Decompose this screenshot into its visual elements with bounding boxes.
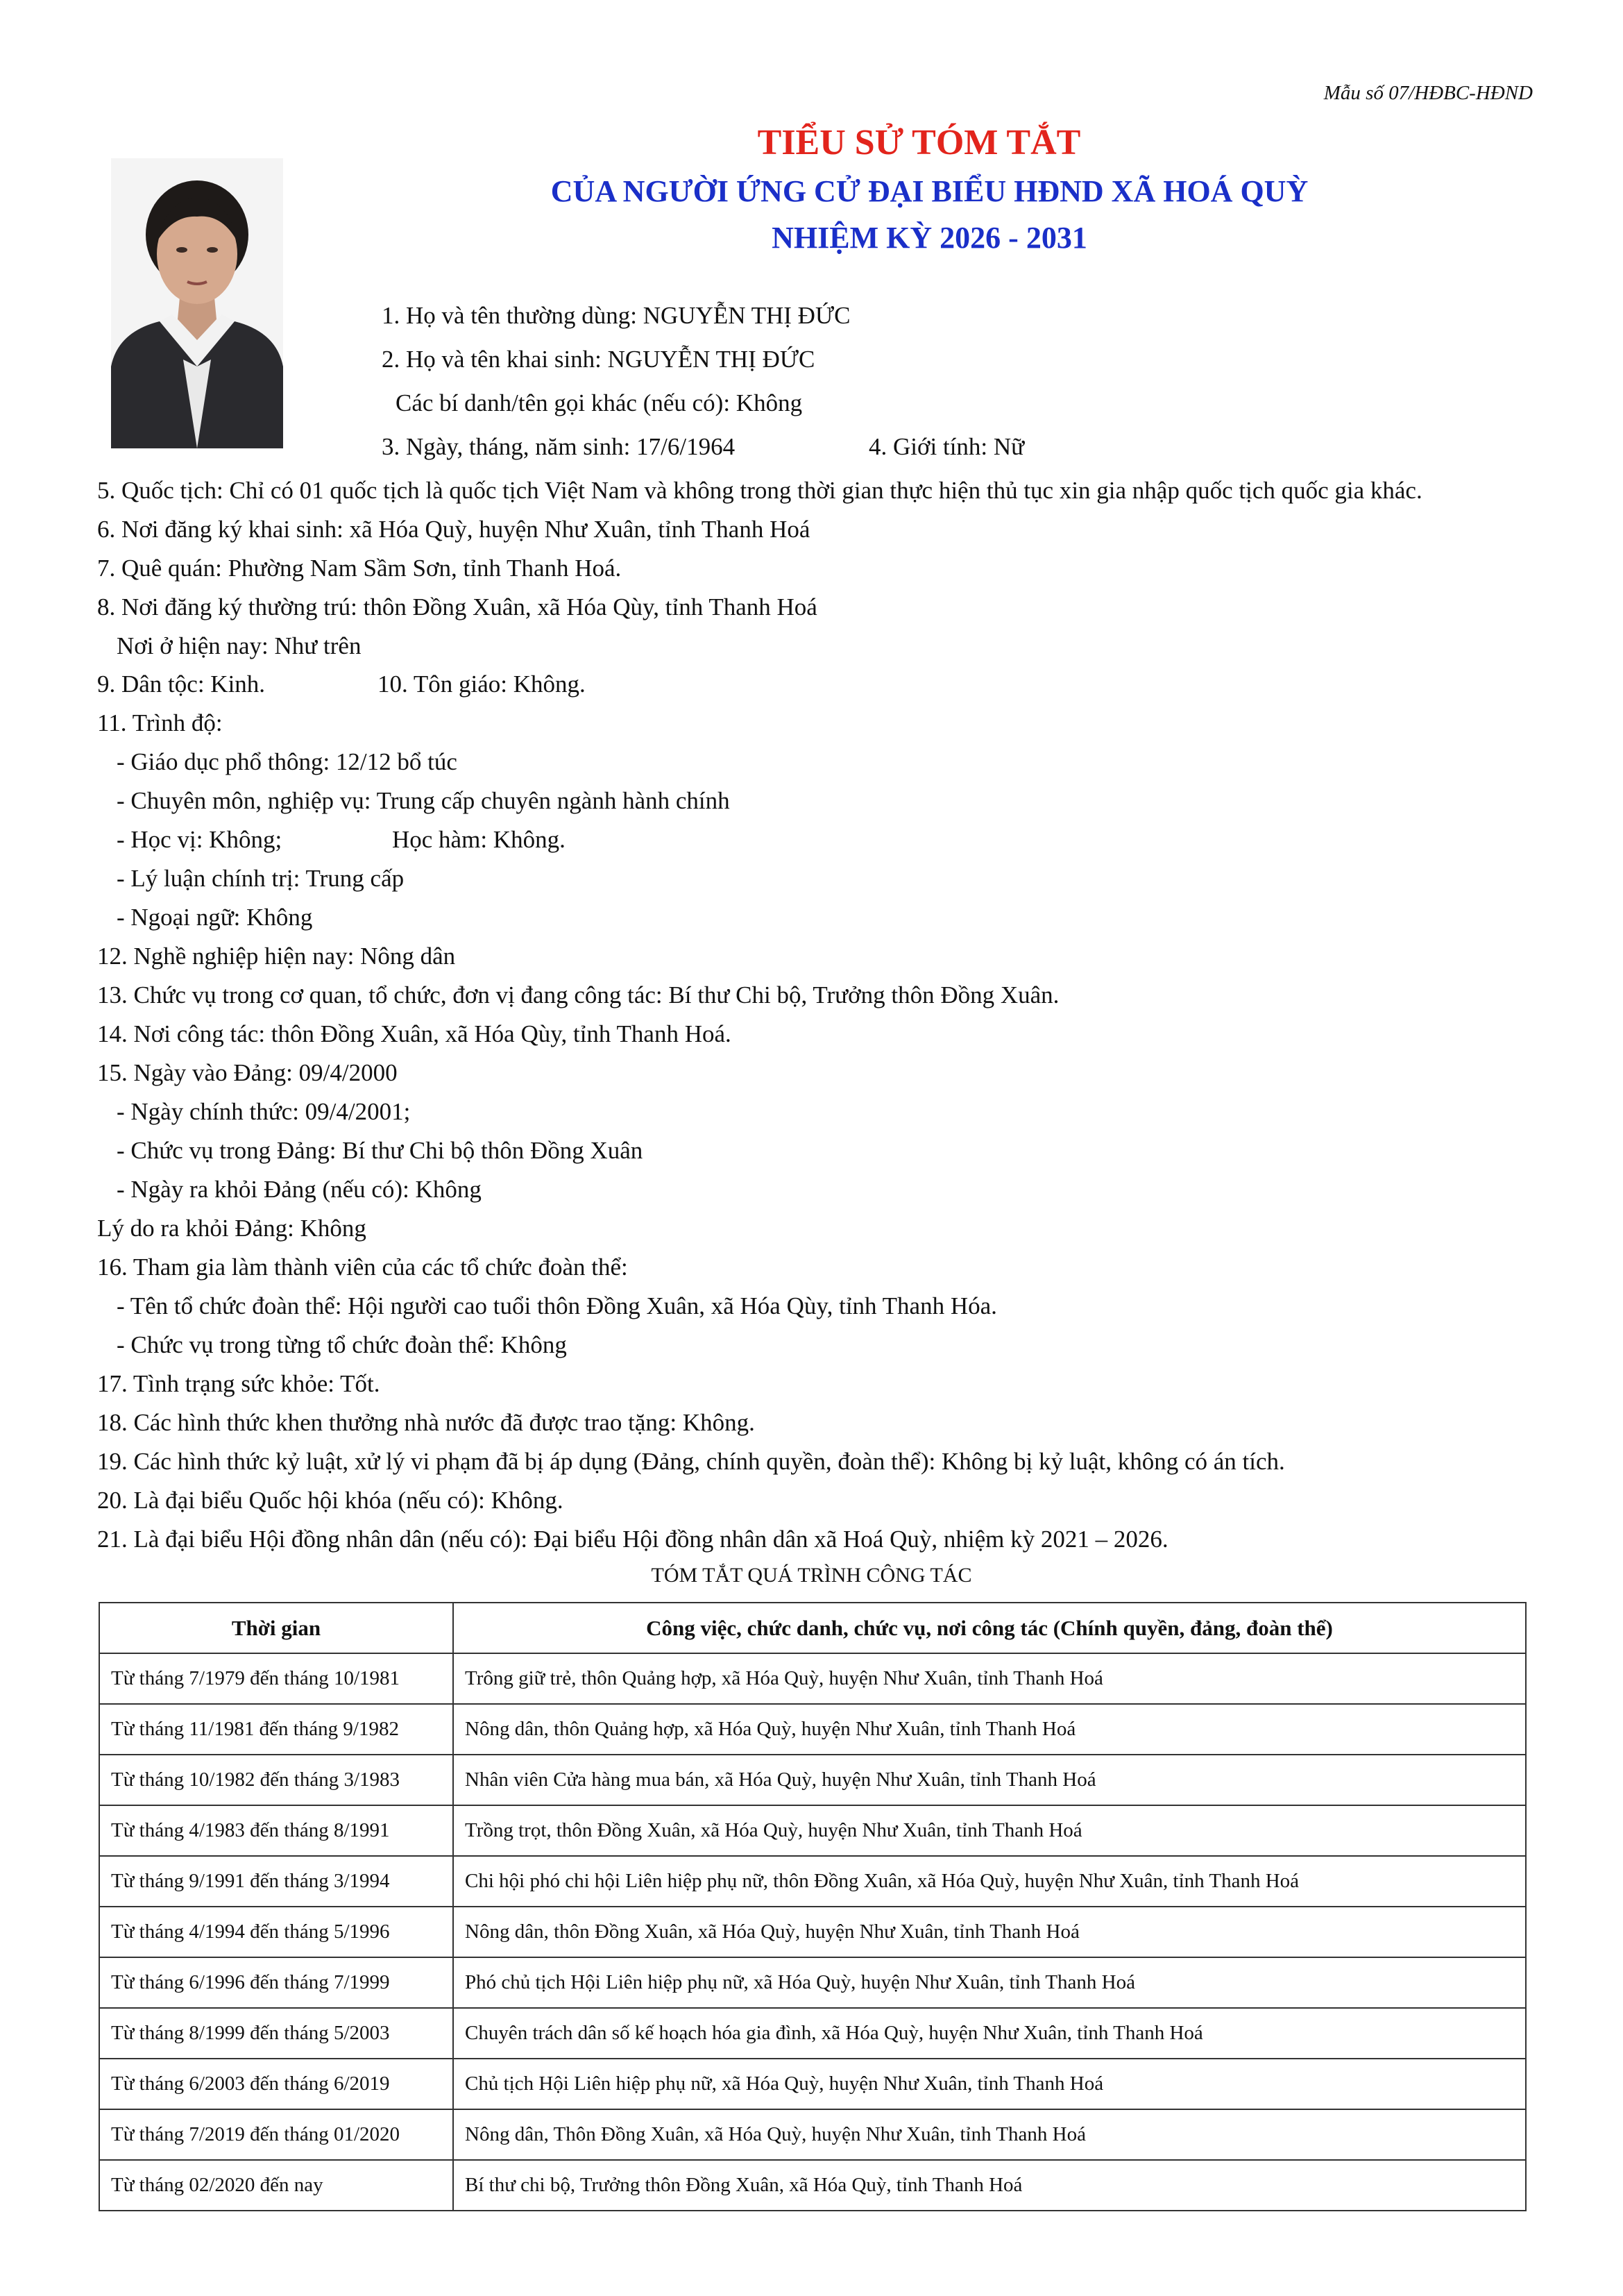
row-period: Từ tháng 7/2019 đến tháng 01/2020 bbox=[99, 2109, 453, 2160]
field-discipline: 19. Các hình thức kỷ luật, xử lý vi phạm đã bị áp dụng (Đảng, chính quyền, đoàn thể): Không bị kỷ luật, không có án tích. bbox=[97, 1448, 1285, 1475]
field-health: 17. Tình trạng sức khỏe: Tốt. bbox=[97, 1370, 380, 1397]
field-gender: 4. Giới tính: Nữ bbox=[869, 433, 1025, 460]
field-general-education: - Giáo dục phổ thông: 12/12 bổ túc bbox=[117, 748, 457, 775]
row-period: Từ tháng 7/1979 đến tháng 10/1981 bbox=[99, 1653, 453, 1704]
field-current-residence: Nơi ở hiện nay: Như trên bbox=[117, 632, 362, 659]
field-permanent-residence: 8. Nơi đăng ký thường trú: thôn Đồng Xuân, xã Hóa Qùy, tỉnh Thanh Hoá bbox=[97, 593, 817, 621]
field-ethnicity: 9. Dân tộc: Kinh. bbox=[97, 670, 266, 698]
table-row bbox=[99, 1805, 1526, 1856]
table-row bbox=[99, 1907, 1526, 1957]
field-workplace: 14. Nơi công tác: thôn Đồng Xuân, xã Hóa Qùy, tỉnh Thanh Hoá. bbox=[97, 1020, 731, 1047]
field-party-official-date: - Ngày chính thức: 09/4/2001; bbox=[117, 1098, 411, 1125]
row-description: Chủ tịch Hội Liên hiệp phụ nữ, xã Hóa Quỳ, huyện Như Xuân, tỉnh Thanh Hoá bbox=[453, 2059, 1526, 2109]
table-row bbox=[99, 2160, 1526, 2211]
field-academic-title: Học hàm: Không. bbox=[392, 826, 566, 853]
field-party-position: - Chức vụ trong Đảng: Bí thư Chi bộ thôn Đồng Xuân bbox=[117, 1137, 643, 1164]
table-row bbox=[99, 1755, 1526, 1805]
row-period: Từ tháng 4/1983 đến tháng 8/1991 bbox=[99, 1805, 453, 1856]
work-history-caption: TÓM TẮT QUÁ TRÌNH CÔNG TÁC bbox=[651, 1564, 972, 1587]
row-description: Chuyên trách dân số kế hoạch hóa gia đình, xã Hóa Quỳ, huyện Như Xuân, tỉnh Thanh Hoá bbox=[453, 2008, 1526, 2059]
field-occupation: 12. Nghề nghiệp hiện nay: Nông dân bbox=[97, 943, 456, 970]
document-title bbox=[0, 118, 1623, 261]
row-description: Trồng trọt, thôn Đồng Xuân, xã Hóa Quỳ, huyện Như Xuân, tỉnh Thanh Hoá bbox=[453, 1805, 1526, 1856]
row-period: Từ tháng 02/2020 đến nay bbox=[99, 2160, 453, 2211]
row-period: Từ tháng 4/1994 đến tháng 5/1996 bbox=[99, 1907, 453, 1957]
row-period: Từ tháng 6/1996 đến tháng 7/1999 bbox=[99, 1957, 453, 2008]
field-political-theory: - Lý luận chính trị: Trung cấp bbox=[117, 865, 405, 892]
table-row bbox=[99, 1957, 1526, 2008]
field-birth-name: 2. Họ và tên khai sinh: NGUYỄN THỊ ĐỨC bbox=[382, 346, 815, 373]
field-degree: - Học vị: Không; bbox=[117, 826, 282, 853]
row-period: Từ tháng 10/1982 đến tháng 3/1983 bbox=[99, 1755, 453, 1805]
field-party-leave-date: - Ngày ra khỏi Đảng (nếu có): Không bbox=[117, 1176, 482, 1203]
field-organizations: 16. Tham gia làm thành viên của các tổ chức đoàn thể: bbox=[97, 1253, 628, 1281]
form-number: Mẫu số 07/HĐBC-HĐND bbox=[1323, 82, 1533, 104]
table-row bbox=[99, 2109, 1526, 2160]
field-position: 13. Chức vụ trong cơ quan, tổ chức, đơn vị đang công tác: Bí thư Chi bộ, Trưởng thôn Đồng Xuân. bbox=[97, 981, 1060, 1008]
field-aliases: Các bí danh/tên gọi khác (nếu có): Không bbox=[396, 389, 803, 416]
field-party-leave-reason: Lý do ra khỏi Đảng: Không bbox=[97, 1215, 366, 1242]
table-row bbox=[99, 2008, 1526, 2059]
field-hometown: 7. Quê quán: Phường Nam Sầm Sơn, tỉnh Thanh Hoá. bbox=[97, 555, 622, 582]
row-description: Nông dân, thôn Đồng Xuân, xã Hóa Quỳ, huyện Như Xuân, tỉnh Thanh Hoá bbox=[453, 1907, 1526, 1957]
row-description: Bí thư chi bộ, Trưởng thôn Đồng Xuân, xã Hóa Quỳ, tỉnh Thanh Hoá bbox=[453, 2160, 1526, 2211]
field-common-name: 1. Họ và tên thường dùng: NGUYỄN THỊ ĐỨC bbox=[382, 302, 851, 329]
row-description: Nông dân, Thôn Đồng Xuân, xã Hóa Quỳ, huyện Như Xuân, tỉnh Thanh Hoá bbox=[453, 2109, 1526, 2160]
field-birth-date: 3. Ngày, tháng, năm sinh: 17/6/1964 bbox=[382, 433, 736, 460]
field-peoples-council: 21. Là đại biểu Hội đồng nhân dân (nếu có): Đại biểu Hội đồng nhân dân xã Hoá Quỳ, nhiệm kỳ 2021 – 2026. bbox=[97, 1526, 1169, 1553]
field-foreign-language: - Ngoại ngữ: Không bbox=[117, 904, 313, 931]
row-period: Từ tháng 6/2003 đến tháng 6/2019 bbox=[99, 2059, 453, 2109]
row-description: Nông dân, thôn Quảng hợp, xã Hóa Quỳ, huyện Như Xuân, tỉnh Thanh Hoá bbox=[453, 1704, 1526, 1755]
field-nationality: 5. Quốc tịch: Chỉ có 01 quốc tịch là quốc tịch Việt Nam và không trong thời gian thực hiện thủ tục xin gia nhập quốc tịch quốc gia khác. bbox=[97, 477, 1422, 504]
header-period: Thời gian bbox=[99, 1603, 453, 1653]
field-specialty: - Chuyên môn, nghiệp vụ: Trung cấp chuyên ngành hành chính bbox=[117, 787, 730, 814]
title-line-3: NHIỆM KỲ 2026 - 2031 bbox=[772, 221, 1087, 255]
row-period: Từ tháng 11/1981 đến tháng 9/1982 bbox=[99, 1704, 453, 1755]
row-period: Từ tháng 8/1999 đến tháng 5/2003 bbox=[99, 2008, 453, 2059]
field-awards: 18. Các hình thức khen thưởng nhà nước đã được trao tặng: Không. bbox=[97, 1409, 755, 1436]
field-religion: 10. Tôn giáo: Không. bbox=[377, 670, 586, 698]
table-row bbox=[99, 1653, 1526, 1704]
row-description: Phó chủ tịch Hội Liên hiệp phụ nữ, xã Hóa Quỳ, huyện Như Xuân, tỉnh Thanh Hoá bbox=[453, 1957, 1526, 2008]
row-period: Từ tháng 9/1991 đến tháng 3/1994 bbox=[99, 1856, 453, 1907]
field-party-join-date: 15. Ngày vào Đảng: 09/4/2000 bbox=[97, 1059, 398, 1086]
row-description: Trông giữ trẻ, thôn Quảng hợp, xã Hóa Quỳ, huyện Như Xuân, tỉnh Thanh Hoá bbox=[453, 1653, 1526, 1704]
table-row bbox=[99, 2059, 1526, 2109]
table-header-row bbox=[99, 1603, 1526, 1653]
row-description: Nhân viên Cửa hàng mua bán, xã Hóa Quỳ, huyện Như Xuân, tỉnh Thanh Hoá bbox=[453, 1755, 1526, 1805]
title-line-1: TIỂU SỬ TÓM TẮT bbox=[757, 123, 1081, 162]
field-organization-position: - Chức vụ trong từng tổ chức đoàn thể: Không bbox=[117, 1331, 567, 1358]
title-line-2: CỦA NGƯỜI ỨNG CỬ ĐẠI BIỂU HĐND XÃ HOÁ QUỲ bbox=[550, 174, 1309, 208]
work-history-table bbox=[99, 1602, 1527, 2211]
field-organization-name: - Tên tổ chức đoàn thể: Hội người cao tuổi thôn Đồng Xuân, xã Hóa Qùy, tỉnh Thanh Hóa. bbox=[117, 1292, 997, 1319]
table-row bbox=[99, 1856, 1526, 1907]
field-national-assembly: 20. Là đại biểu Quốc hội khóa (nếu có): Không. bbox=[97, 1487, 563, 1514]
row-description: Chi hội phó chi hội Liên hiệp phụ nữ, thôn Đồng Xuân, xã Hóa Quỳ, huyện Như Xuân, tỉnh Thanh Hoá bbox=[453, 1856, 1526, 1907]
field-education-heading: 11. Trình độ: bbox=[97, 709, 223, 736]
header-description: Công việc, chức danh, chức vụ, nơi công tác (Chính quyền, đảng, đoàn thể) bbox=[453, 1603, 1526, 1653]
table-row bbox=[99, 1704, 1526, 1755]
field-birth-registration: 6. Nơi đăng ký khai sinh: xã Hóa Quỳ, huyện Như Xuân, tỉnh Thanh Hoá bbox=[97, 516, 810, 543]
